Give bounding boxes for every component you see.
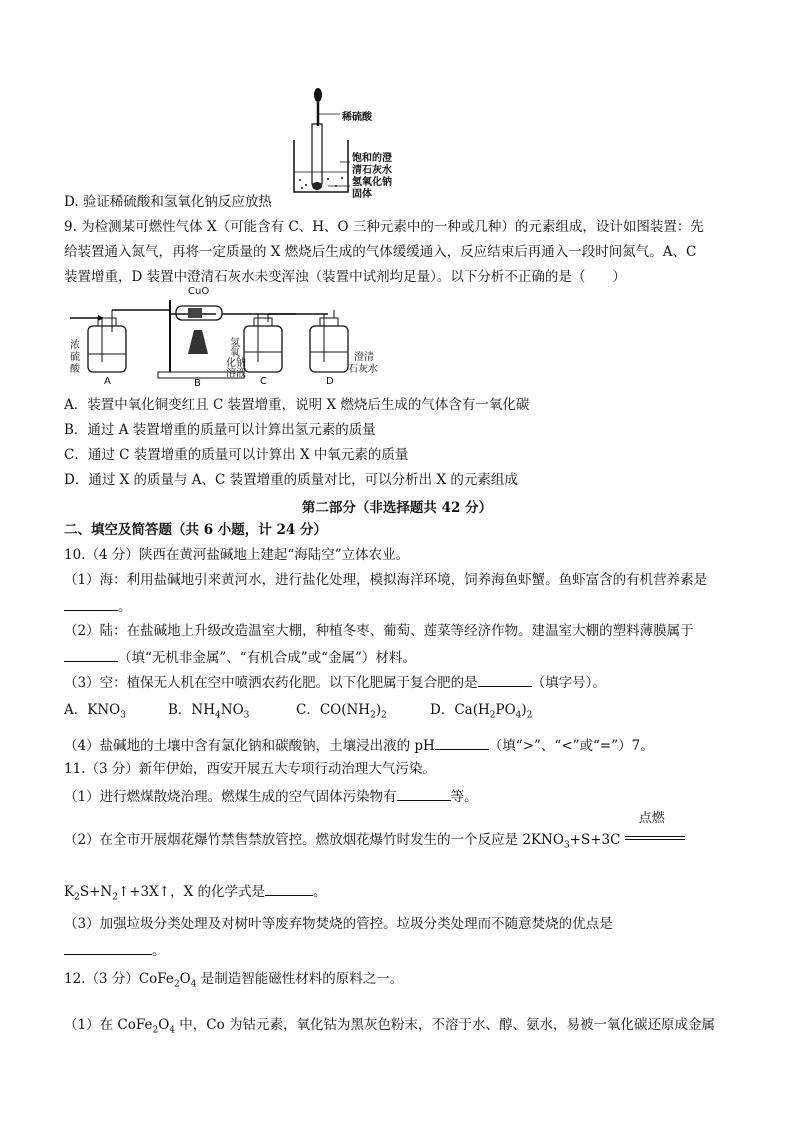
- solid-label-1: 氢氧化钠: [352, 177, 392, 188]
- q11-part1: （1）进行燃煤散烧治理。燃煤生成的空气固体污染物有 等。: [64, 786, 478, 806]
- acid-label: 稀硫酸: [342, 112, 372, 123]
- bottle-a-label-3: 酸: [70, 364, 80, 375]
- answer-blank[interactable]: [64, 940, 152, 955]
- q9-option-b: B．通过 A 装置增重的质量可以计算出氢元素的质量: [64, 422, 376, 438]
- q11-part2: （2）在全市开展烟花爆竹禁售禁放管控。燃放烟花爆竹时发生的一个反应是 $2KNO_3+S+3C$ 点燃: [64, 830, 685, 855]
- section-two-title: 二、填空及简答题（共 6 小题，计 24 分）: [64, 522, 327, 538]
- beaker-figure: [290, 86, 430, 200]
- q10-option-d: D．$Ca(H_2PO_4)_2$: [430, 702, 533, 721]
- answer-blank[interactable]: [265, 881, 313, 896]
- q10-part1-answer: 。: [64, 596, 132, 616]
- answer-blank[interactable]: [64, 647, 118, 662]
- q10-part4: （4）盐碱地的土壤中含有氯化钠和碳酸钠，土壤浸出液的 pH （填“>”、“<”或“=”）7。: [64, 735, 654, 755]
- q9-stem-line-1: 9. 为检测某可燃性气体 X（可能含有 C、H、O 三种元素中的一种或几种）的元素组成，设计如图装置：先: [64, 219, 704, 235]
- q11-part3-answer: 。: [64, 940, 166, 960]
- cuo-label: CuO: [188, 286, 210, 297]
- q9-option-d: D．通过 X 的质量与 A、C 装置增重的质量对比，可以分析出 X 的元素组成: [64, 472, 518, 488]
- q10-options: [64, 701, 564, 723]
- q11-part2-continued: $K_2S+N_2↑+3X↑$，X 的化学式是 。: [64, 881, 326, 907]
- q12-stem: 12.（3 分）$CoFe_2O_4$ 是制造智能磁性材料的原料之一。: [64, 971, 404, 990]
- apparatus-b-letter: B: [194, 378, 201, 389]
- apparatus-figure: [66, 286, 386, 392]
- bottle-a-letter: A: [104, 376, 111, 387]
- answer-blank[interactable]: [397, 786, 451, 801]
- bottle-d-letter: D: [326, 376, 334, 387]
- bottle-d-label-1: 澄清: [354, 352, 374, 363]
- answer-blank[interactable]: [64, 596, 118, 611]
- q10-part2-answer: （填“无机非金属”、“有机合成”或“金属”）材料。: [64, 647, 416, 667]
- reaction-condition: 点燃: [625, 830, 685, 844]
- answer-blank[interactable]: [478, 672, 532, 687]
- bottle-a-label-2: 硫: [70, 352, 80, 363]
- q10-part3: （3）空：植保无人机在空中喷洒农药化肥。以下化肥属于复合肥的是 （填字号）。: [64, 672, 606, 692]
- q11-stem: 11.（3 分）新年伊始，西安开展五大专项行动治理大气污染。: [64, 761, 436, 777]
- q9-stem-line-2: 给装置通入氮气，再将一定质量的 X 燃烧后生成的气体缓缓通入，反应结束后再通入一段时间氮气。A、C: [64, 244, 697, 260]
- bottle-c-label-4: 溶液: [226, 368, 246, 379]
- q10-part2: （2）陆：在盐碱地上升级改造温室大棚，种植冬枣、葡萄、莲菜等经济作物。建温室大棚的塑料薄膜属于: [64, 623, 694, 639]
- q11-part3: （3）加强垃圾分类处理及对树叶等废弃物焚烧的管控。垃圾分类处理而不随意焚烧的优点是: [64, 916, 613, 932]
- solution-label-1: 饱和的澄: [352, 153, 392, 164]
- q10-part1: （1）海：利用盐碱地引来黄河水，进行盐化处理，模拟海洋环境，饲养海鱼虾蟹。鱼虾富含的有机营养素是: [64, 572, 708, 588]
- answer-blank[interactable]: [435, 735, 489, 750]
- q9-stem-line-3: 装置增重，D 装置中澄清石灰水未变浑浊（装置中试剂均足量）。以下分析不正确的是（ ）: [64, 269, 626, 285]
- q12-part1: （1）在 $CoFe_2O_4$ 中，Co 为钴元素，氧化钴为黑灰色粉末，不溶于水、醇、氨水，易被一氧化碳还原成金属: [64, 1017, 716, 1036]
- q9-option-c: C．通过 C 装置增重的质量可以计算出 X 中氧元素的质量: [64, 447, 409, 463]
- q10-stem: 10.（4 分）陕西在黄河盐碱地上建起“海陆空”立体农业。: [64, 547, 410, 563]
- q10-option-c: C．$CO(NH_2)_2$: [296, 702, 387, 721]
- q8-option-d: D. 验证稀硫酸和氢氧化钠反应放热: [64, 194, 272, 210]
- q10-option-b: B．$NH_4NO_3$: [168, 702, 250, 721]
- solution-label-2: 清石灰水: [352, 165, 392, 176]
- solid-label-2: 固体: [352, 189, 372, 200]
- q9-option-a: A．装置中氧化铜变红且 C 装置增重，说明 X 燃烧后生成的气体含有一氧化碳: [64, 397, 530, 413]
- bottle-c-letter: C: [260, 376, 267, 387]
- bottle-c-label-2: 氧: [230, 348, 240, 359]
- bottle-d-label-2: 石灰水: [348, 364, 378, 375]
- bottle-c-label-3: 化钠: [226, 358, 246, 369]
- part-two-title: 第二部分（非选择题共 42 分）: [301, 500, 493, 516]
- bottle-c-label-1: 氢: [230, 338, 240, 349]
- q10-option-a: A．$KNO_3$: [64, 702, 126, 721]
- bottle-a-label-1: 浓: [70, 340, 80, 351]
